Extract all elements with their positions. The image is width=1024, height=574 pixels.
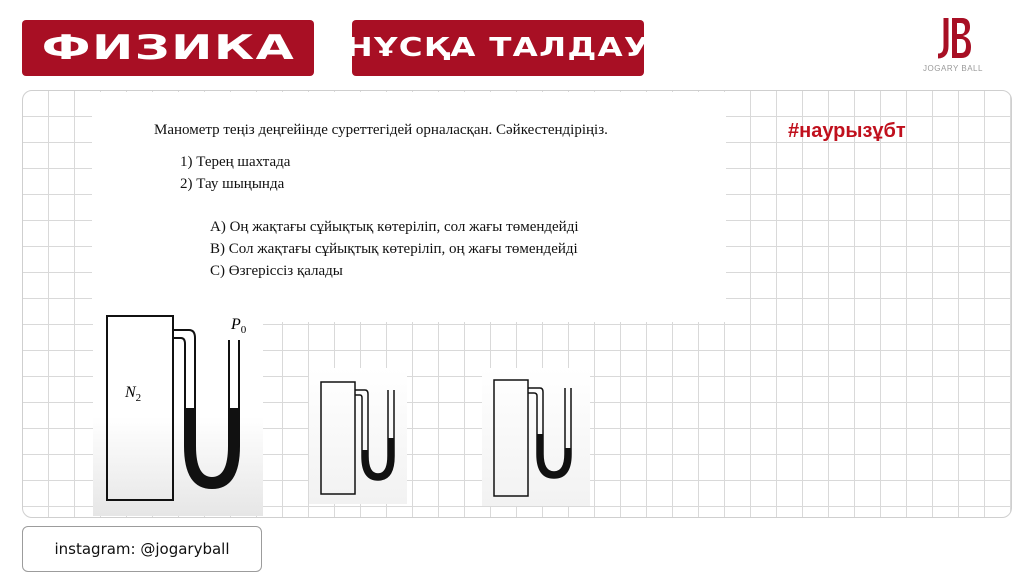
- subject-label: ФИЗИКА: [41, 28, 295, 68]
- subject-badge: [22, 20, 314, 76]
- option-b: В) Сол жақтағы сұйықтық көтеріліп, оң жағы төмендейді: [210, 241, 578, 257]
- manometer-figure-option-1: [309, 368, 407, 504]
- instagram-footer: [22, 526, 262, 572]
- logo-text: JOGARY BALL: [923, 64, 983, 73]
- option-a: А) Оң жақтағы сұйықтық көтеріліп, сол жағы төмендейді: [210, 219, 579, 235]
- gas-label: $N_2$: [125, 384, 142, 405]
- problem-card: [92, 92, 726, 322]
- section-label: НҰСҚА ТАЛДАУ: [345, 33, 651, 63]
- hashtag: #наурызұбт: [788, 120, 906, 142]
- jogary-ball-logo: [916, 16, 990, 82]
- jb-logo-icon: [934, 16, 974, 62]
- manometer-small-2-diagram: [482, 368, 590, 506]
- manometer-small-1-diagram: [309, 368, 407, 504]
- section-badge: [345, 20, 651, 76]
- option-c: С) Өзгеріссіз қалады: [210, 263, 343, 279]
- manometer-figure-main: [93, 296, 263, 516]
- instagram-handle: instagram: @jogaryball: [54, 540, 230, 558]
- item-deep-mine: 1) Терең шахтада: [180, 154, 291, 170]
- manometer-figure-option-2: [482, 368, 590, 506]
- item-mountain-peak: 2) Тау шыңында: [180, 176, 285, 192]
- pressure-label: $P_0$: [231, 316, 247, 337]
- question-text: Манометр теңіз деңгейінде суреттегідей орналасқан. Сәйкестендіріңіз.: [154, 122, 608, 138]
